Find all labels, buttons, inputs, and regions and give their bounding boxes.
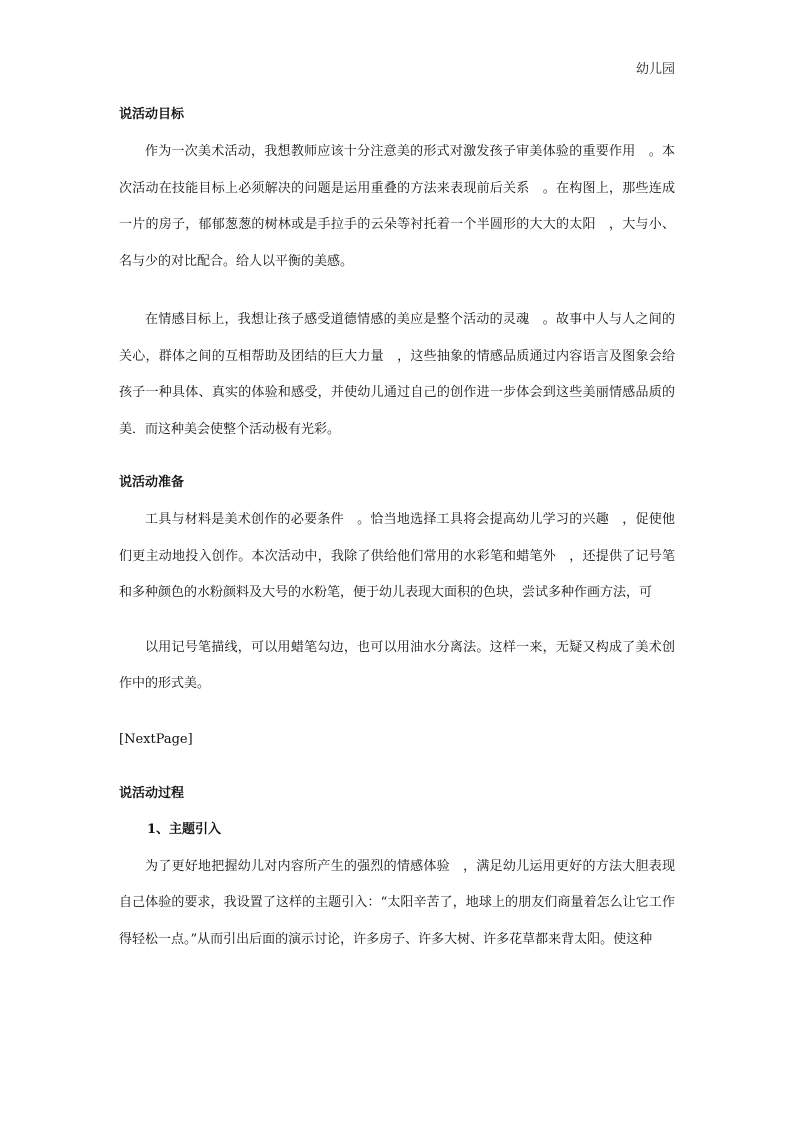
section-title-goal: 说活动目标	[119, 107, 185, 122]
paragraph: 工具与材料是美术创作的必要条件 。恰当地选择工具将会提高幼儿学习的兴趣 ，促使他们更主动地投入创作。本次活动中，我除了供给他们常用的水彩笔和蜡笔外 ，还提供了记号笔和多种颜色的水粉颜料及大号的水粉笔，便于幼儿表现大面积的色块，尝试多种作画方法，可	[119, 512, 675, 600]
sub-title: 1、主题引入	[147, 821, 222, 837]
document-body	[119, 100, 675, 958]
next-page-marker: [NextPage]	[119, 731, 193, 747]
paragraph: 作为一次美术活动，我想教师应该十分注意美的形式对激发孩子审美体验的重要作用 。本次活动在技能目标上必须解决的问题是运用重叠的方法来表现前后关系 。在构图上，那些连成一片的房子，郁郁葱葱的树林或是手拉手的云朵等衬托着一个半圆形的大大的太阳 ，大与小、名与少的对比配合。给人以平衡的美感。	[119, 144, 675, 269]
section-title-prep: 说活动准备	[119, 475, 185, 490]
section-title-process: 说活动过程	[119, 785, 185, 801]
paragraph: 以用记号笔描线，可以用蜡笔勾边，也可以用油水分离法。这样一来，无疑又构成了美术创作中的形式美。	[119, 639, 675, 691]
header-label: 幼儿园	[635, 62, 675, 77]
paragraph: 为了更好地把握幼儿对内容所产生的强烈的情感体验 ，满足幼儿运用更好的方法大胆表现自己体验的要求，我设置了这样的主题引入：“太阳辛苦了，地球上的朋友们商量着怎么让它工作得轻松一点。”从而引出后面的演示讨论，许多房子、许多大树、许多花草都来背太阳。使这种	[119, 858, 675, 947]
paragraph: 在情感目标上，我想让孩子感受道德情感的美应是整个活动的灵魂 。故事中人与人之间的关心，群体之间的互相帮助及团结的巨大力量 ，这些抽象的情感品质通过内容语言及图象会给孩子一种具体、真实的体验和感受，并使幼儿通过自己的创作进一步体会到这些美丽情感品质的美．而这种美会使整个活动极有光彩。	[119, 312, 675, 437]
